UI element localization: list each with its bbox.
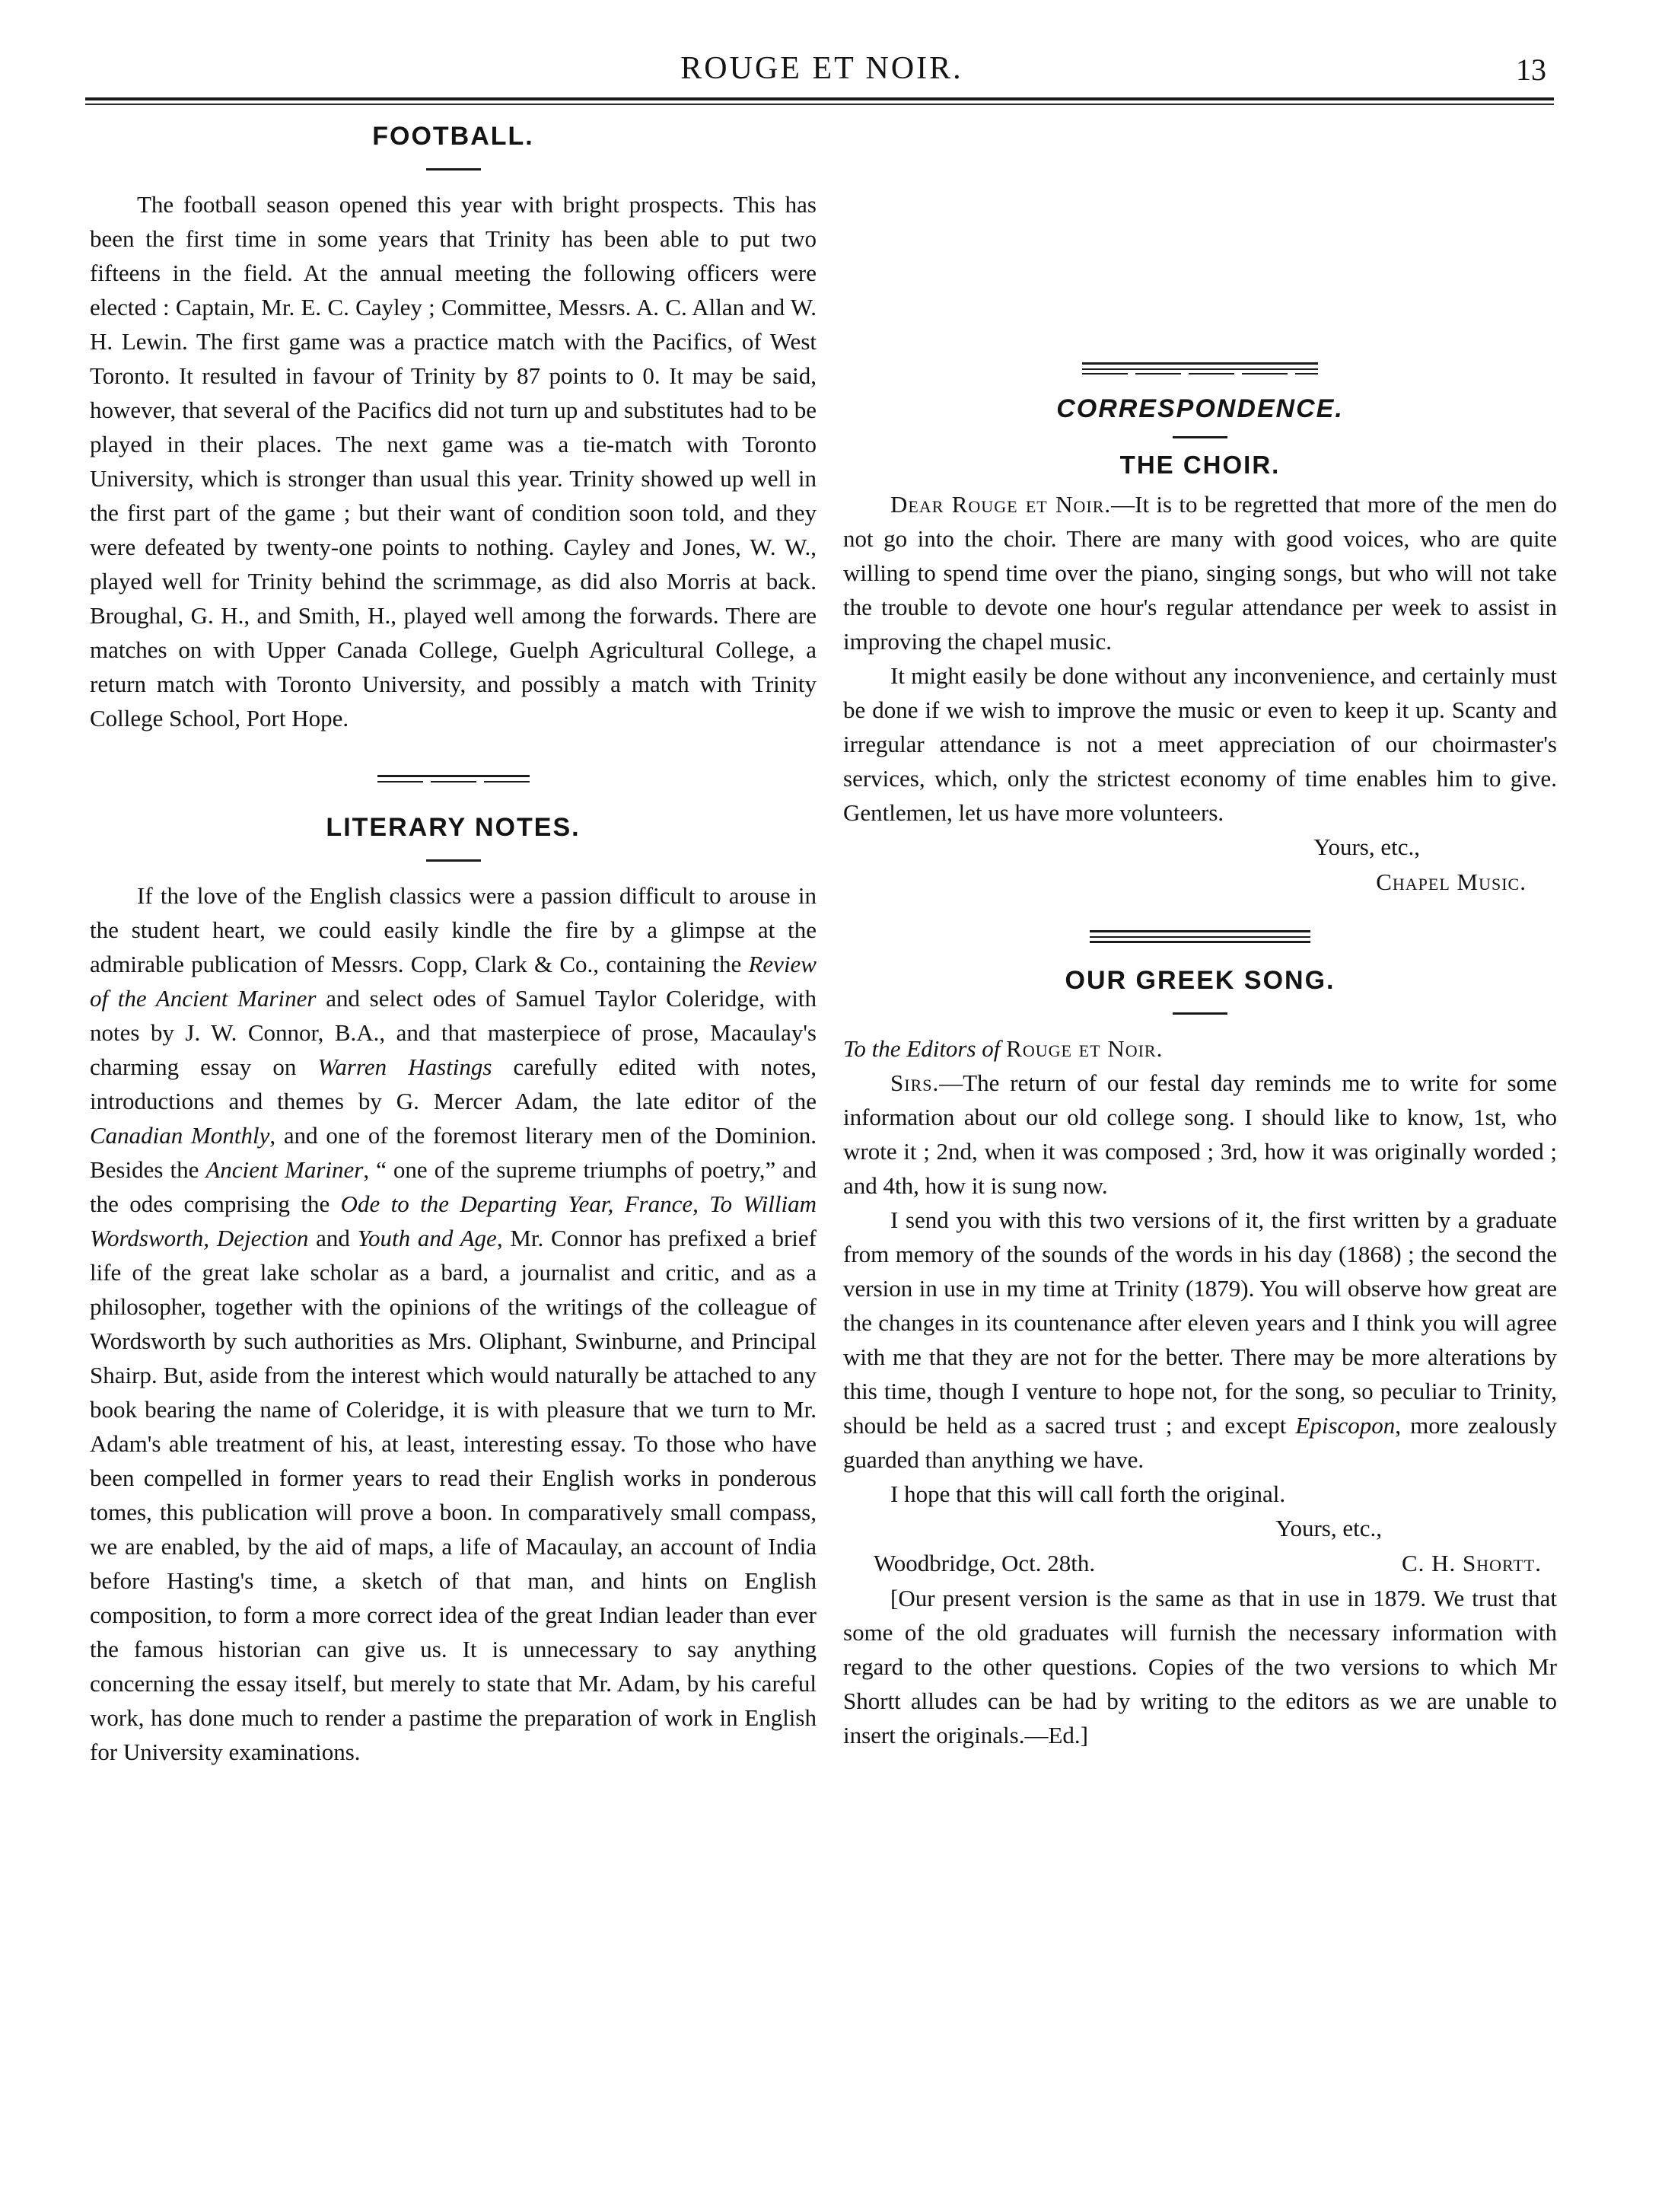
header-rule (85, 97, 1554, 100)
greek-paragraph-1: Sirs.—The return of our festal day reminds me to write for some information about our old college song. I should like to know, 1st, who wrote it ; 2nd, when it was composed ; 3rd, how it was originally worded ; and 4th, how it is sung now. (843, 1069, 1557, 1199)
greek-song-heading: OUR GREEK SONG. (1065, 966, 1336, 995)
football-heading: FOOTBALL. (372, 122, 534, 151)
literary-notes-heading: LITERARY NOTES. (326, 813, 581, 842)
page-header (91, 50, 1552, 96)
choir-paragraph-2: It might easily be done without any inconvenience, and certainly must be done if we wish to improve the music or even to keep it up. Scanty and irregular attendance is not a meet appreciation of our choirmaster's services, which, only the strictest economy of time enables him to give. Gentlemen, let us have more volunteers. (843, 662, 1557, 826)
heading-dash (426, 168, 481, 171)
choir-paragraph-1: Dear Rouge et Noir.—It is to be regretted that more of the men do not go into the choir. There are many with good voices, who are quite willing to spend time over the piano, singing songs, but who will not take the trouble to devote one hour's regular attendance per week to assist in improving the chapel music. (843, 491, 1557, 655)
choir-salutation: Dear Rouge et Noir. (890, 491, 1112, 518)
section-divider (1090, 930, 1310, 943)
right-column (843, 362, 1557, 1752)
heading-dash (1173, 436, 1227, 438)
literary-notes-paragraph: If the love of the English classics were a passion difficult to arouse in the student heart, we could easily kindle the fire by a glimpse at the admirable publication of Messrs. Copp, Clark & Co., containing the Review of the Ancient Mariner and select odes of Samuel Taylor Coleridge, with notes by J. W. Connor, B.A., and that masterpiece of prose, Macaulay's charming essay on Warren Hastings carefully edited with notes, introductions and themes by G. Mercer Adam, the late editor of the Canadian Monthly, and one of the foremost literary men of the Dominion. Besides the Ancient Mariner, “ one of the supreme triumphs of poetry,” and the odes comprising the Ode to the Departing Year, France, To William Wordsworth, Dejection and Youth and Age, Mr. Connor has prefixed a brief life of the great lake scholar as a bard, a journalist and critic, and as a philosopher, together with the opinions of the writings of the colleague of Wordsworth by such authorities as Mrs. Oliphant, Swinburne, and Principal Shairp. But, aside from the interest which would naturally be attached to any book bearing the name of Coleridge, it is with pleasure that we turn to Mr. Adam's able treatment of his, at least, interesting essay. To those who have been compelled in former years to read their English works in ponderous tomes, this publication will prove a boon. In comparatively small compass, we are enabled, by the aid of maps, a life of Macaulay, an account of India before Hasting's time, a sketch of that man, and hints on English composition, to form a more correct idea of the great Indian leader than ever the famous historian can give us. It is unnecessary to say anything concerning the essay itself, but merely to state that Mr. Adam, by his careful work, has done much to render a pastime the preparation of work in English for University examinations. (90, 882, 817, 1765)
editor-note: [Our present version is the same as that in use in 1879. We trust that some of the old graduates will furnish the necessary information with regard to the other questions. Copies of the two versions to which Mr Shortt alludes can be had by writing to the editors as we are unable to insert the originals.—Ed.] (843, 1585, 1557, 1748)
section-divider (1082, 362, 1318, 375)
page-number: 13 (1516, 53, 1546, 87)
greek-signature: C. H. Shortt. (1401, 1550, 1542, 1576)
greek-closing: Yours, etc., (1275, 1515, 1382, 1541)
left-column (90, 122, 817, 1769)
section-divider (377, 775, 530, 782)
header-rule-thin (85, 104, 1554, 105)
choir-closing: Yours, etc., (1313, 833, 1420, 860)
choir-heading: THE CHOIR. (1119, 451, 1281, 479)
football-paragraph: The football season opened this year with bright prospects. This has been the first time in some years that Trinity has been able to put two fifteens in the field. At the annual meeting the following officers were elected : Captain, Mr. E. C. Cayley ; Committee, Messrs. A. C. Allan and W. H. Lewin. The first game was a practice match with the Pacifics, of West Toronto. It resulted in favour of Trinity by 87 points to 0. It may be said, however, that several of the Pacifics did not turn up and substitutes had to be played in their places. The next game was a tie-match with Toronto University, which is stronger than usual this year. Trinity showed up well in the first part of the game ; but their want of condition soon told, and they were defeated by twenty-one points to nothing. Cayley and Jones, W. W., played well for Trinity behind the scrimmage, as did also Morris at back. Broughal, G. H., and Smith, H., played well among the forwards. There are matches on with Upper Canada College, Guelph Agricultural College, a return match with Toronto University, and possibly a match with Trinity College School, Port Hope. (90, 191, 817, 731)
greek-signoff (843, 1546, 1557, 1581)
greek-place-date: Woodbridge, Oct. 28th. (874, 1550, 1096, 1576)
greek-address: To the Editors of Rouge et Noir. (843, 1035, 1164, 1062)
heading-dash (1173, 1012, 1227, 1015)
heading-dash (426, 859, 481, 862)
correspondence-heading: CORRESPONDENCE. (1056, 394, 1344, 423)
greek-salutation: Sirs. (890, 1069, 940, 1096)
choir-signature: Chapel Music. (1376, 869, 1527, 895)
journal-title: ROUGE ET NOIR. (680, 51, 963, 86)
greek-paragraph-2: I send you with this two versions of it, the first written by a graduate from memory of the sounds of the words in his day (1868) ; the second the version in use in my time at Trinity (1879). You will observe how great are the changes in its countenance after eleven years and I think you will agree with me that they are not for the better. There may be more alterations by this time, though I venture to hope not, for the song, so peculiar to Trinity, should be held as a sacred trust ; and except Episcopon, more zealously guarded than anything we have. (843, 1206, 1558, 1473)
greek-paragraph-3: I hope that this will call forth the original. (890, 1481, 1286, 1507)
